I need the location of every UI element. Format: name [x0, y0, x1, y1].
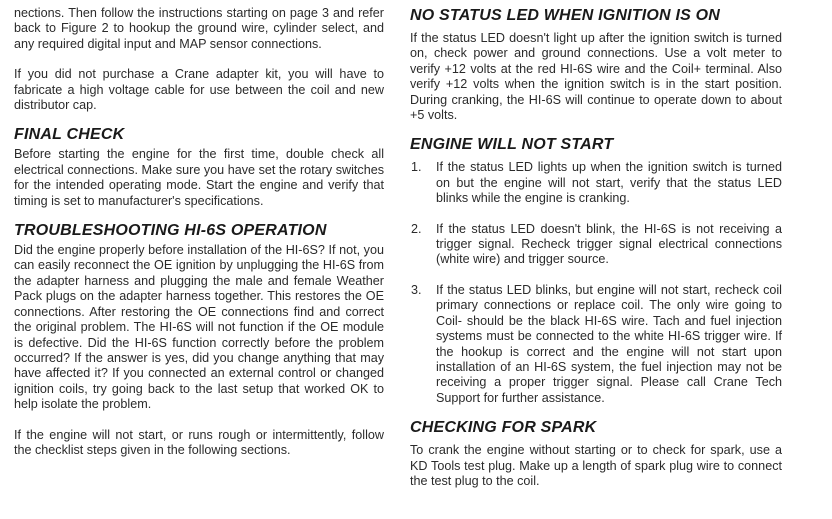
- checking-spark-paragraph: To crank the engine without starting or to check for spark, use a KD Tools test plug. Make up a length of spark plug wire to connect the test plug to the coil.: [410, 443, 782, 488]
- list-item-text: If the status LED doesn't blink, the HI-6S is not receiving a trigger signal. Recheck trigger signal electrical connections (white wire) and trigger source.: [436, 221, 782, 267]
- left-column: [14, 6, 384, 458]
- no-led-heading: NO STATUS LED WHEN IGNITION IS ON: [410, 7, 721, 24]
- checking-spark-heading: CHECKING FOR SPARK: [410, 419, 597, 437]
- intro-paragraph: nections. Then follow the instructions starting on page 3 and refer back to Figure 2 to hookup the ground wire, cylinder select, and any required digital input and MAP sensor connections.: [14, 6, 384, 51]
- list-item: [410, 283, 782, 406]
- list-item-number: 1.: [411, 160, 422, 175]
- list-item-number: 2.: [411, 221, 422, 236]
- troubleshooting-paragraph: Did the engine properly before installation of the HI-6S? If not, you can easily reconnect the OE ignition by unplugging the HI-6S from the adapter harness and plugging the male and female Weather Pack plugs on the adapter harness together. This restores the OE connections. After restoring the OE connections find and correct the original problem. The HI-6S will not function if the OE module is defective. Did the HI-6S function correctly before the problem occurred? If the answer is yes, did you change anything that may have affected it? If you connected an external control or changed ignition coils, try going back to the last setup that worked OK to help isolate the problem.: [14, 243, 384, 412]
- engine-not-start-list: [410, 160, 782, 406]
- list-item-number: 3.: [411, 282, 422, 297]
- list-item: [410, 160, 782, 206]
- troubleshooting-heading: TROUBLESHOOTING HI-6S OPERATION: [14, 222, 327, 240]
- list-item-text: If the status LED blinks, but engine will not start, recheck coil primary connections or replace coil. The only wire going to Coil- should be the black HI-6S wire. Tach and fuel injection systems must be connected to the white HI-6S trigger wire. If the hookup is correct and the engine will not start upon installation of an HI-6S system, the fuel injection may not be receiving a proper trigger signal. Please call Crane Tech Support for further assistance.: [436, 282, 782, 405]
- final-check-paragraph: Before starting the engine for the first time, double check all electrical connections. Make sure you have set the rotary switches for the intended operating mode. Start the engine and verify that timing is set to manufacturer's specifications.: [14, 147, 384, 208]
- right-column: [410, 6, 782, 489]
- no-led-paragraph: If the status LED doesn't light up after the ignition switch is turned on, check power and ground connections. Use a volt meter to verify +12 volts at the red HI-6S wire and the Coil+ terminal. Also verify +12 volts when the ignition switch is in the start position. During cranking, the HI-6S will continue to operate down to about +5 volts.: [410, 31, 782, 123]
- adapter-paragraph: If you did not purchase a Crane adapter kit, you will have to fabricate a high voltage cable for use between the coil and new distributor cap.: [14, 67, 384, 113]
- final-check-heading: FINAL CHECK: [14, 126, 125, 144]
- list-item: [410, 222, 782, 268]
- list-item-text: If the status LED lights up when the ignition switch is turned on but the engine will not start, verify that the status LED blinks while the engine is cranking.: [436, 160, 782, 206]
- checklist-paragraph: If the engine will not start, or runs rough or intermittently, follow the checklist steps given in the following sections.: [14, 427, 384, 457]
- engine-not-start-heading: ENGINE WILL NOT START: [410, 136, 614, 154]
